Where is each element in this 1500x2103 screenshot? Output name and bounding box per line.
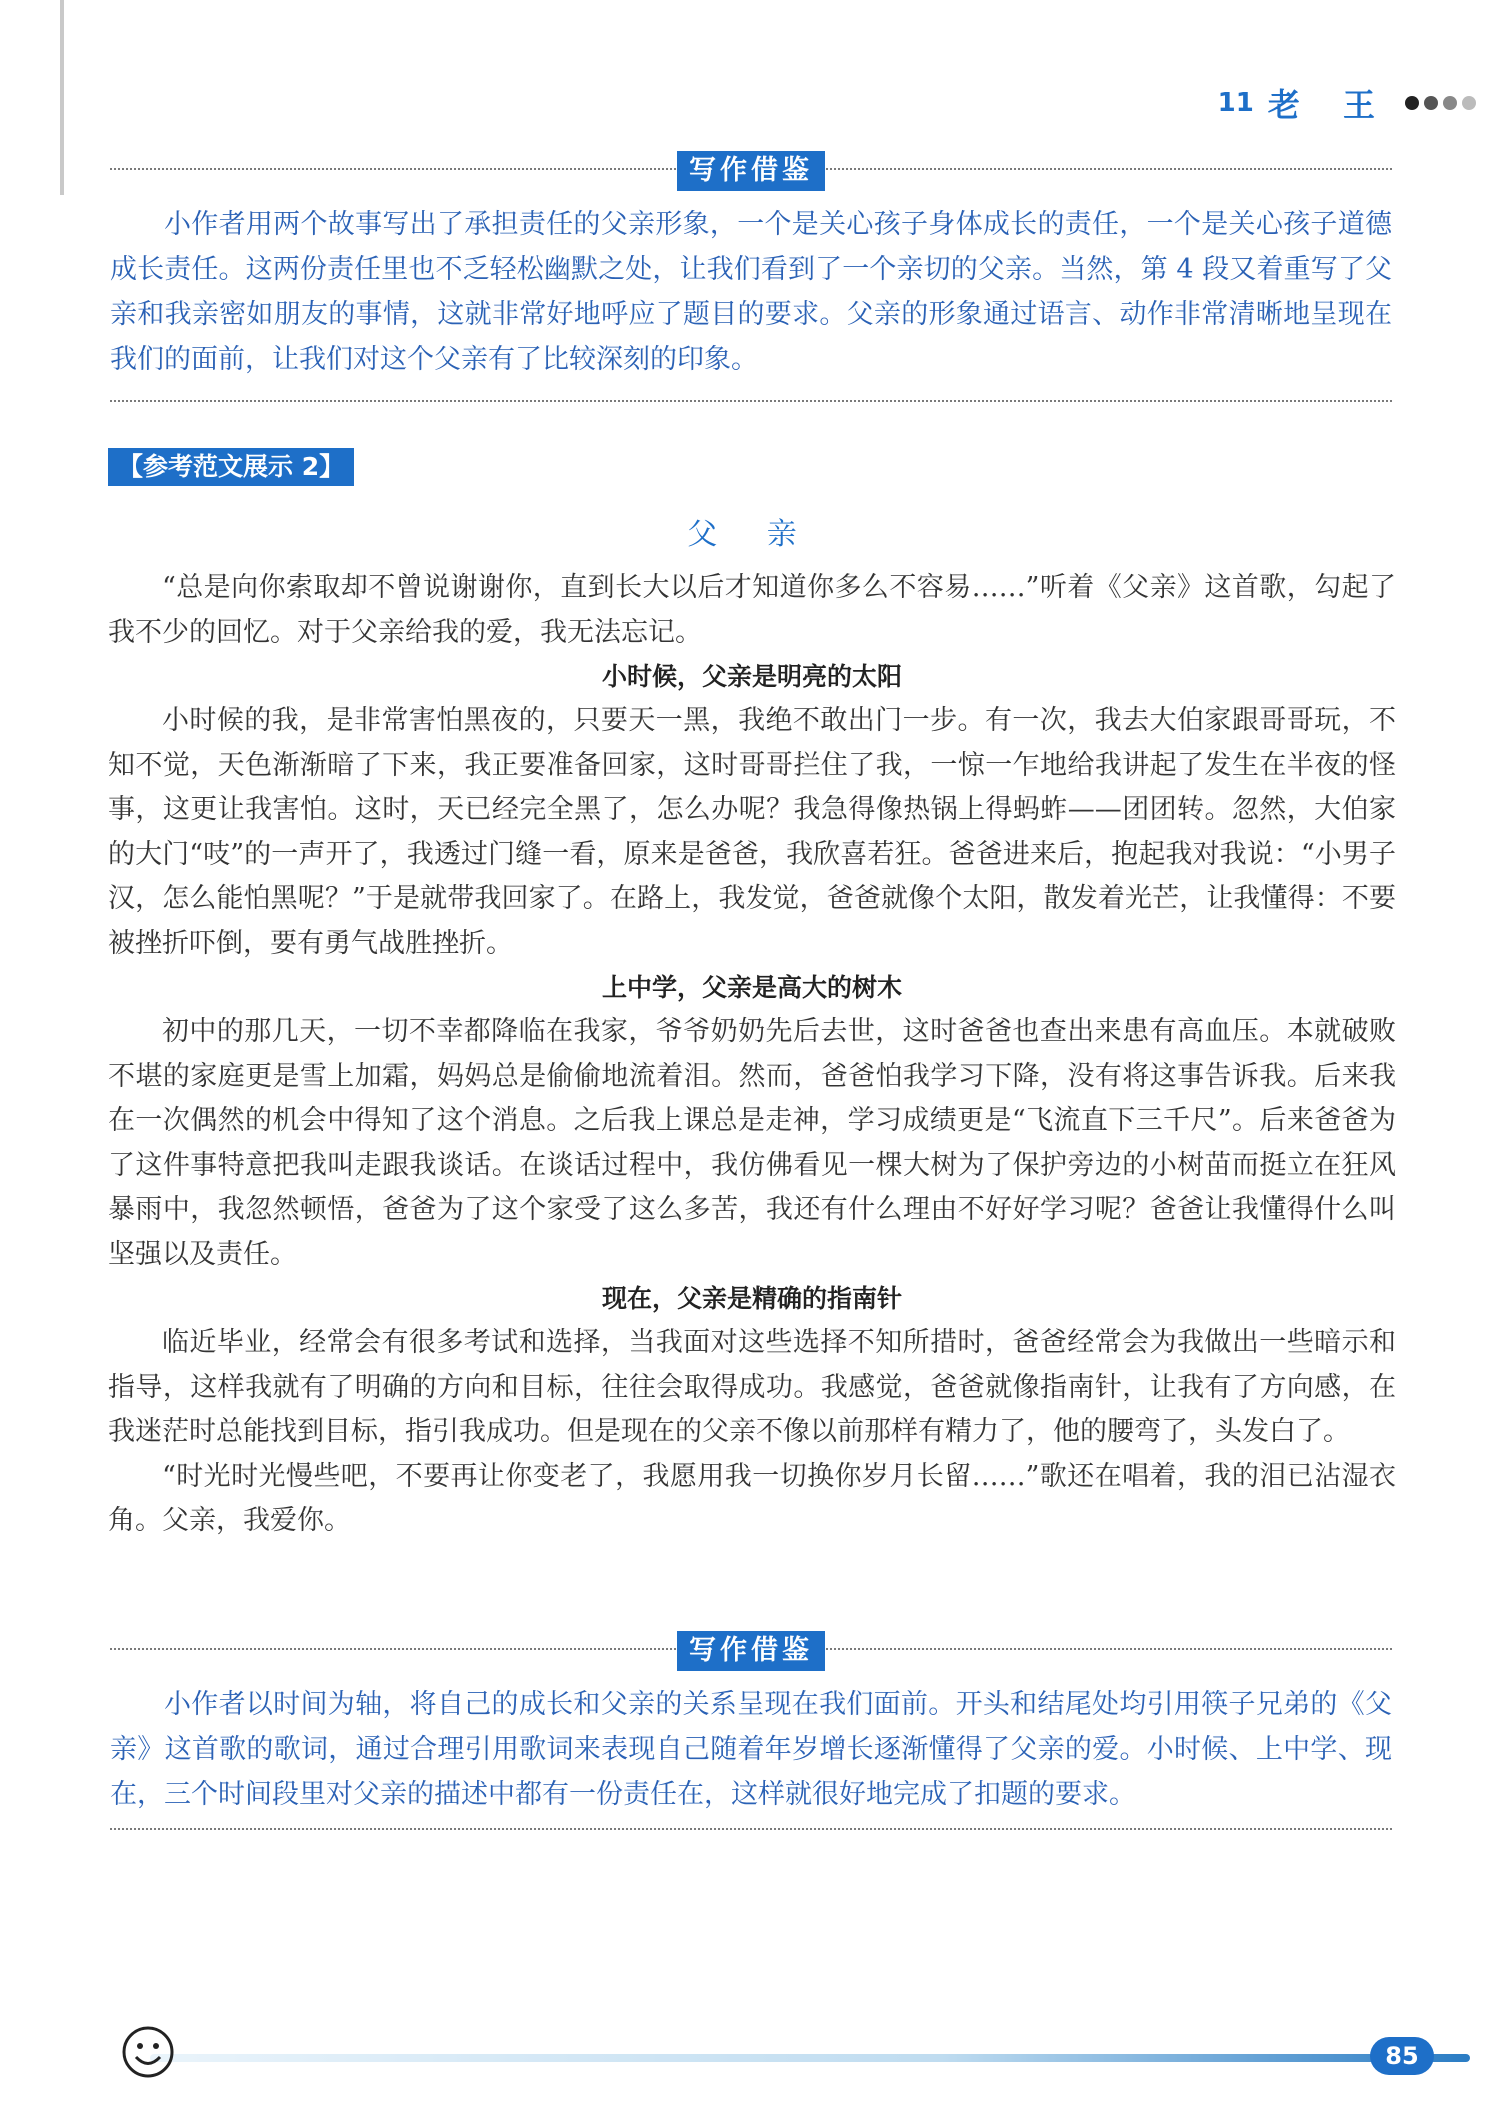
smiley-icon [120,2024,176,2080]
dot-2 [1424,96,1438,110]
example-tag: 【参考范文展示 2】 [108,448,354,486]
review-tag-2: 写作借鉴 [677,1631,825,1671]
page-number: 85 [1370,2037,1434,2075]
writing-review-1 [110,155,1392,408]
section-text-2: 初中的那几天，一切不幸都降临在我家，爷爷奶奶先后去世，这时爸爸也查出来患有高血压。本就破败不堪的家庭更是雪上加霜，妈妈总是偷偷地流着泪。然而，爸爸怕我学习下降，没有将这事告诉我。后来我在一次偶然的机会中得知了这个消息。之后我上课总是走神，学习成绩更是“飞流直下三千尺”。后来爸爸为了这件事特意把我叫走跟我谈话。在谈话过程中，我仿佛看见一棵大树为了保护旁边的小树苗而挺立在狂风暴雨中，我忽然顿悟，爸爸为了这个家受了这么多苦，我还有什么理由不好好学习呢？爸爸让我懂得什么叫坚强以及责任。 [108,1016,1396,1270]
dot-3 [1443,96,1457,110]
writing-review-2 [110,1635,1392,1828]
review-text-1: 小作者用两个故事写出了承担责任的父亲形象，一个是关心孩子身体成长的责任，一个是关心孩子道德成长责任。这两份责任里也不乏轻松幽默之处，让我们看到了一个亲切的父亲。当然，第 4 段又着重写了父亲和我亲密如朋友的事情，这就非常好地呼应了题目的要求。父亲的形象通过语言、动作非常清晰地呈现在我们的面前，让我们对这个父亲有了比较深刻的印象。 [110,209,1392,375]
page-edge-bar [60,0,64,195]
review-text-2: 小作者以时间为轴，将自己的成长和父亲的关系呈现在我们面前。开头和结尾处均引用筷子兄弟的《父亲》这首歌的歌词，通过合理引用歌词来表现自己随着年岁增长逐渐懂得了父亲的爱。小时候、上中学、现在，三个时间段里对父亲的描述中都有一份责任在，这样就很好地完成了扣题的要求。 [110,1689,1392,1810]
essay [108,510,1396,1544]
essay-title: 父 亲 [687,517,817,552]
chapter-title: 老 王 [1267,86,1391,124]
chapter-header [1218,80,1476,126]
section-heading-2: 上中学，父亲是高大的树木 [601,973,902,1002]
header-dots-icon [1405,96,1476,110]
review-tag-1: 写作借鉴 [677,151,825,191]
dot-1 [1405,96,1419,110]
dot-4 [1462,96,1476,110]
section-heading-3: 现在，父亲是精确的指南针 [601,1284,902,1313]
dotted-divider [110,1828,1392,1830]
footer-line [150,2054,1470,2062]
section-heading-1: 小时候，父亲是明亮的太阳 [601,662,902,691]
section-text-1: 小时候的我，是非常害怕黑夜的，只要天一黑，我绝不敢出门一步。有一次，我去大伯家跟哥哥玩，不知不觉，天色渐渐暗了下来，我正要准备回家，这时哥哥拦住了我，一惊一乍地给我讲起了发生在半夜的怪事，这更让我害怕。这时，天已经完全黑了，怎么办呢？我急得像热锅上得蚂蚱——团团转。忽然，大伯家的大门“吱”的一声开了，我透过门缝一看，原来是爸爸，我欣喜若狂。爸爸进来后，抱起我对我说：“小男子汉，怎么能怕黑呢？”于是就带我回家了。在路上，我发觉，爸爸就像个太阳，散发着光芒，让我懂得：不要被挫折吓倒，要有勇气战胜挫折。 [108,705,1396,959]
essay-ending: “时光时光慢些吧，不要再让你变老了，我愿用我一切换你岁月长留……”歌还在唱着，我的泪已沾湿衣角。父亲，我爱你。 [108,1460,1396,1536]
section-text-3: 临近毕业，经常会有很多考试和选择，当我面对这些选择不知所措时，爸爸经常会为我做出一些暗示和指导，这样我就有了明确的方向和目标，往往会取得成功。我感觉，爸爸就像指南针，让我有了方向感，在我迷茫时总能找到目标，指引我成功。但是现在的父亲不像以前那样有精力了，他的腰弯了，头发白了。 [108,1327,1396,1447]
chapter-number: 11 [1217,88,1254,118]
essay-intro: “总是向你索取却不曾说谢谢你，直到长大以后才知道你多么不容易……”听着《父亲》这首歌，勾起了我不少的回忆。对于父亲给我的爱，我无法忘记。 [108,572,1396,648]
dotted-divider [110,400,1392,402]
